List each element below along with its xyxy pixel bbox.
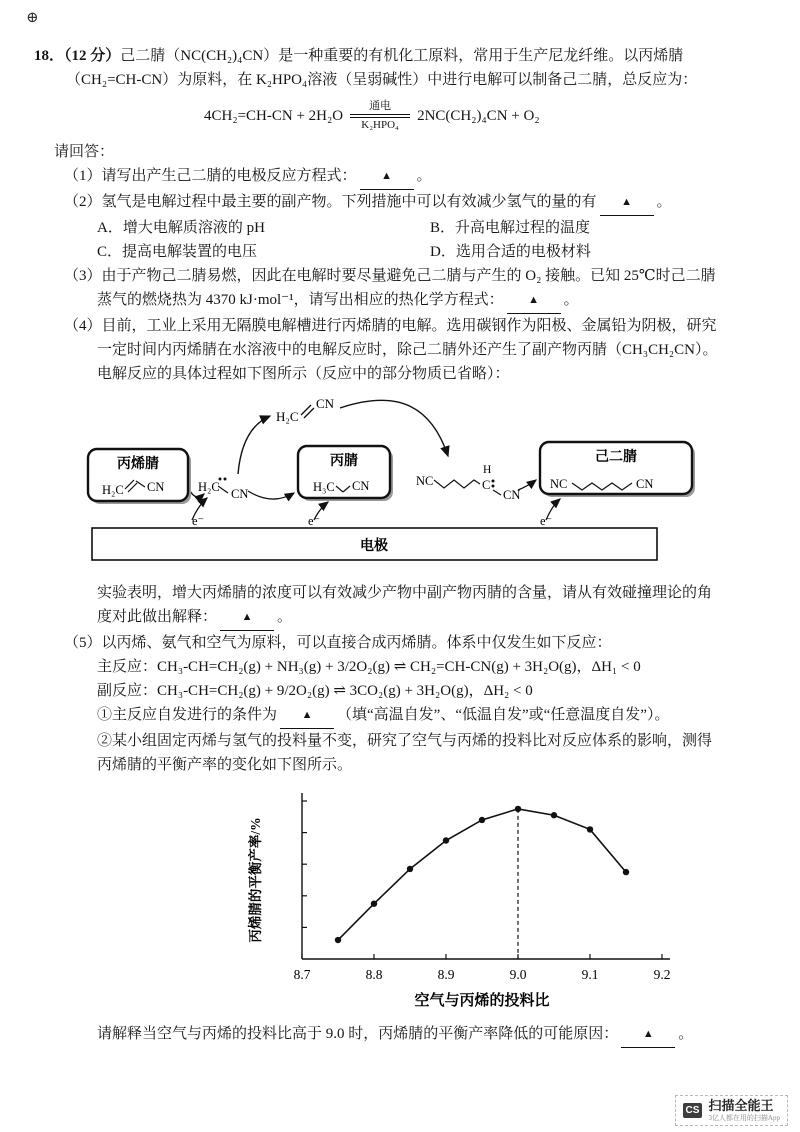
intro-text-2: （CH₂=CH-CN）为原料，在 K₂HPO₄溶液（呈弱碱性）中进行电解可以制备己二腈，总反应为： [66, 72, 698, 88]
final-period: 。 [678, 1026, 694, 1042]
equation-condition [350, 100, 410, 131]
q4-explain-line-2 [34, 605, 760, 631]
acrylonitrile-box [88, 449, 191, 504]
q4-line-1: 目前，工业上采用无隔膜电解槽进行丙烯腈的电解。选用碳钢作为阳极、金属铅为阴极，研究 [101, 318, 717, 334]
propionitrile-box [298, 446, 393, 501]
electron-label-1: e⁻ [192, 514, 205, 528]
q1-period: 。 [416, 168, 432, 184]
electrolysis-diagram [80, 394, 760, 577]
q2-option-b: B．升高电解过程的温度 [430, 220, 591, 236]
question-18-header [34, 44, 760, 68]
q1-answer-blank [360, 164, 414, 190]
equation-lhs: 4CH₂=CH-CN + 2H₂O [204, 107, 344, 124]
electrode-label: 电极 [360, 539, 388, 554]
adiponitrile-box [540, 442, 695, 497]
q4-line-2: 一定时间内丙烯腈在水溶液中的电解反应时，除己二腈外还产生了副产物丙腈（CH₃CH₂CN）。 [97, 342, 718, 358]
q3-line-2-text: 蒸气的燃烧热为 4370 kJ·mol⁻¹，请写出相应的热化学方程式： [97, 292, 504, 308]
q2-options-row-1 [34, 216, 760, 240]
top-acrylonitrile-formula [276, 396, 335, 424]
adiponitrile-label: 己二腈 [595, 450, 637, 465]
blank-triangle: ▲ [241, 611, 253, 623]
q5-sub2-line-2: 丙烯腈的平衡产率的变化如下图所示。 [97, 757, 353, 773]
svg-text:9.0: 9.0 [509, 967, 527, 982]
equilibrium-yield-chart [242, 783, 760, 1020]
q1-number: （1） [64, 168, 102, 184]
question-1 [34, 164, 760, 190]
final-question-text: 请解释当空气与丙烯的投料比高于 9.0 时，丙烯腈的平衡产率降低的可能原因： [97, 1026, 619, 1042]
blank-triangle: ▲ [528, 294, 540, 306]
formula-cn: CN [503, 488, 521, 502]
arrow-radical-to-propionitrile [248, 491, 294, 499]
formula-cn: CN [147, 480, 165, 494]
formula-nc: NC [550, 477, 568, 491]
formula-c: C [482, 478, 491, 492]
q5-sub2-line-1: ②某小组固定丙烯与氢气的投料量不变，研究了空气与丙烯的投料比对反应体系的影响，测得 [97, 733, 713, 749]
camscanner-name: 扫描全能王 [708, 1098, 774, 1114]
q3-number: （3） [64, 268, 102, 284]
question-number: 18．（12 分） [34, 48, 121, 64]
overall-reaction-equation [204, 97, 760, 135]
blank-triangle: ▲ [301, 709, 313, 721]
electrode-bar [92, 528, 657, 560]
q4-answer-blank [220, 605, 274, 631]
question-5 [34, 631, 760, 655]
q2-period: 。 [656, 194, 672, 210]
formula-nc: NC [416, 474, 434, 488]
q2-option-d: D．选用合适的电极材料 [430, 244, 591, 260]
svg-text:8.7: 8.7 [293, 967, 311, 982]
q5-sub1-answer-blank [280, 703, 334, 729]
please-answer-label: 请回答： [54, 144, 115, 160]
q5-main-reaction: 主反应：CH₃-CH=CH₂(g) + NH₃(g) + 3/2O₂(g) ⇌ CH₂=CH-CN(g) + 3H₂O(g)，ΔH₁ < 0 [97, 659, 641, 675]
acrylonitrile-label: 丙烯腈 [117, 457, 159, 472]
q5-sub1-hint: （填“高温自发”、“低温自发”或“任意温度自发”）。 [337, 707, 670, 723]
q1-text: 请写出产生己二腈的电极反应方程式： [101, 168, 357, 184]
arrow-dimer-to-adiponitrile [518, 480, 536, 490]
electrolysis-diagram-svg [80, 394, 720, 572]
camscanner-logo: CS [683, 1103, 703, 1118]
dimer-radical-intermediate [416, 464, 520, 502]
radical-intermediate [198, 478, 248, 502]
q2-option-c: C．提高电解装置的电压 [97, 244, 258, 260]
svg-text:9.1: 9.1 [581, 967, 599, 982]
arrow-radical-to-top [238, 416, 270, 474]
q2-options-row-2 [34, 240, 760, 264]
q4-explain-line-1: 实验表明，增大丙烯腈的浓度可以有效减少产物中副产物丙腈的含量，请从有效碰撞理论的角 [97, 585, 713, 601]
equation-rhs: 2NC(CH₂)₄CN + O₂ [417, 107, 540, 124]
svg-text:8.8: 8.8 [365, 967, 383, 982]
q5-sub1-text: ①主反应自发进行的条件为 [97, 707, 278, 723]
camscanner-watermark [675, 1095, 788, 1126]
question-4 [34, 314, 760, 338]
q2-answer-blank [600, 190, 654, 216]
formula-cn: CN [231, 487, 249, 501]
formula-cn: CN [316, 396, 335, 411]
equilibrium-yield-chart-svg [242, 783, 692, 1015]
final-answer-blank [621, 1022, 675, 1048]
q4-explain-line-2-text: 度对此做出解释： [97, 609, 218, 625]
q3-line-2 [34, 288, 760, 314]
blank-triangle: ▲ [621, 196, 632, 208]
q5-side-reaction: 副反应：CH₃-CH=CH₂(g) + 9/2O₂(g) ⇌ 3CO₂(g) + 3H₂O(g)，ΔH₂ < 0 [97, 683, 533, 699]
formula-cn: CN [636, 477, 654, 491]
propionitrile-label: 丙腈 [330, 454, 358, 469]
q4-line-3: 电解反应的具体过程如下图所示（反应中的部分物质已省略）： [97, 366, 510, 382]
blank-triangle: ▲ [381, 170, 392, 182]
camscanner-text [708, 1099, 780, 1122]
electron-label-3: e⁻ [540, 514, 553, 528]
question-2 [34, 190, 760, 216]
svg-text:丙烯腈的平衡产率/%: 丙烯腈的平衡产率/% [248, 817, 263, 943]
intro-text-1: 己二腈（NC(CH₂)₄CN）是一种重要的有机化工原料，常用于生产尼龙纤维。以丙烯腈 [120, 48, 684, 64]
svg-text:8.9: 8.9 [437, 967, 455, 982]
final-question [34, 1022, 760, 1048]
q5-number: （5） [64, 635, 102, 651]
q3-line-1: 由于产物己二腈易燃，因此在电解时要尽量避免己二腈与产生的 O₂ 接触。已知 25℃时己二腈 [101, 268, 716, 284]
formula-h2c: H₂C [198, 480, 220, 494]
condition-bottom: K₂HPO₄ [361, 119, 399, 131]
q4-period: 。 [277, 609, 293, 625]
question-3 [34, 264, 760, 288]
electron-label-2: e⁻ [308, 514, 321, 528]
blank-triangle: ▲ [642, 1028, 654, 1040]
formula-h2c: H₂C [276, 409, 299, 424]
q2-text: 氢气是电解过程中最主要的副产物。下列措施中可以有效减少氢气的量的有 [101, 194, 597, 210]
formula-h: H [483, 464, 492, 476]
formula-h2c: H₂C [102, 483, 124, 497]
svg-text:9.2: 9.2 [653, 967, 671, 982]
svg-text:空气与丙烯的投料比: 空气与丙烯的投料比 [414, 993, 550, 1009]
q2-option-a: A．增大电解质溶液的 pH [97, 220, 265, 236]
q2-number: （2） [64, 194, 102, 210]
q3-answer-blank [507, 288, 561, 314]
circle-plus-icon: ⊕ [26, 10, 39, 26]
equals-double-bar [350, 114, 410, 118]
q4-number: （4） [64, 318, 102, 334]
q5-sub1 [34, 703, 760, 729]
formula-cn: CN [352, 479, 370, 493]
camscanner-subtext: 3亿人都在用的扫描App [708, 1113, 780, 1122]
formula-h3c: H₃C [313, 480, 335, 494]
condition-top: 通电 [369, 100, 392, 113]
q3-period: 。 [563, 292, 579, 308]
q5-line-1: 以丙烯、氨气和空气为原料，可以直接合成丙烯腈。体系中仅发生如下反应： [101, 635, 612, 651]
